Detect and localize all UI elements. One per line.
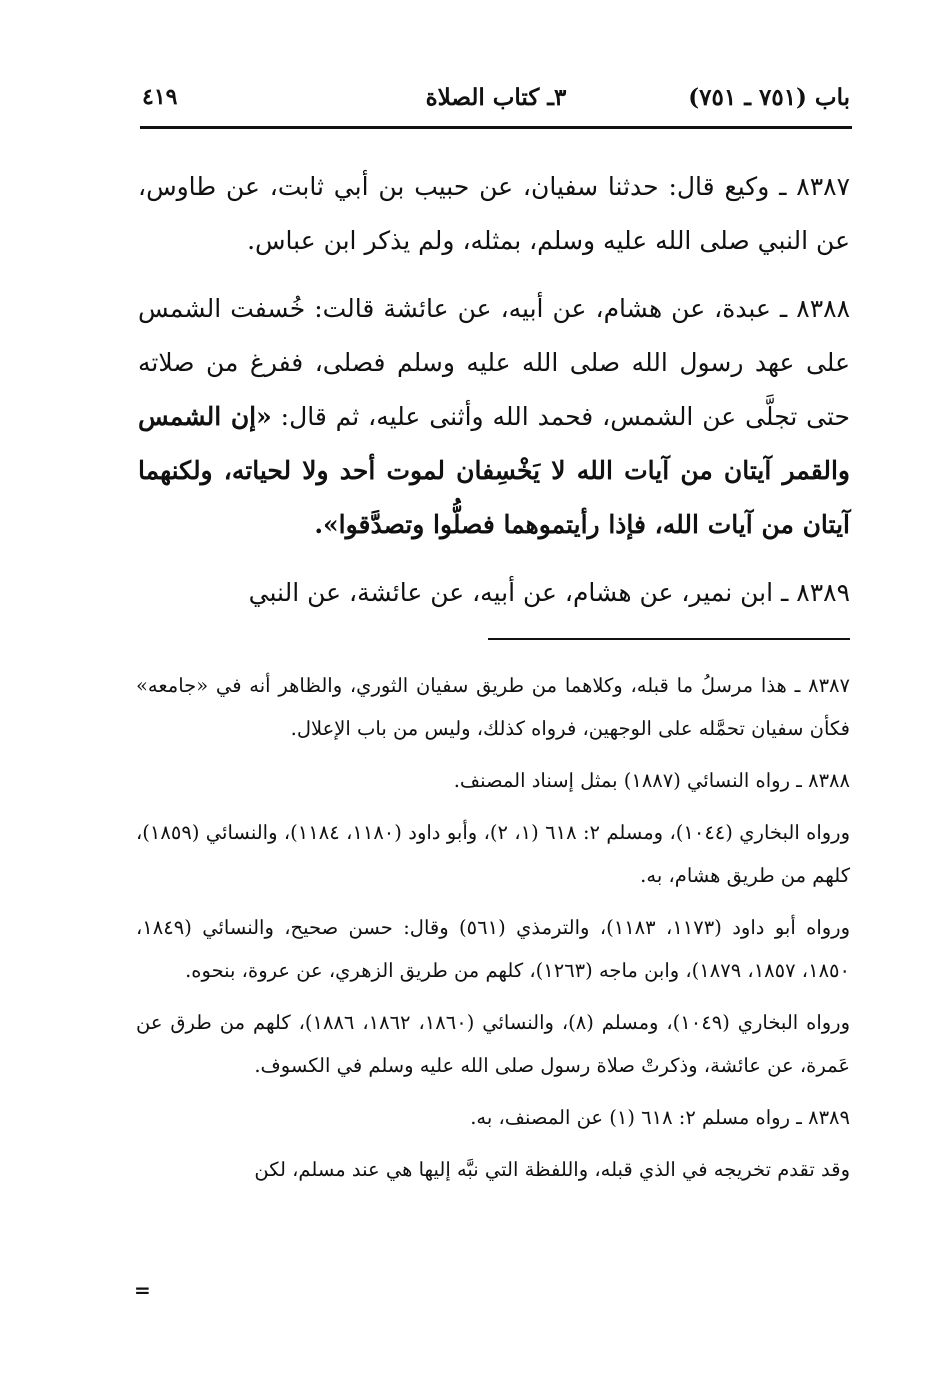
- footnote-8387: ٨٣٨٧ ـ هذا مرسلُ ما قبله، وكلاهما من طريق سفيان الثوري، والظاهر أنه في «جامعه» فكأن سفيان تحمَّله على الوجهين، فرواه كذلك، وليس من باب الإعلال.: [136, 674, 850, 740]
- footnote-8389-continued: وقد تقدم تخريجه في الذي قبله، واللفظة التي نبَّه إليها هي عند مسلم، لكن: [254, 1158, 850, 1181]
- chapter-range: باب (٧٥١ ـ ٧٥١): [688, 84, 850, 111]
- footnotes: [136, 664, 850, 1200]
- footnote-8388-bukhari: ورواه البخاري (١٠٤٤)، ومسلم ٢: ٦١٨ (١، ٢)، وأبو داود (١١٨٠، ١١٨٤)، والنسائي (١٨٥٩)، كلهم من طريق هشام، به.: [136, 821, 851, 887]
- hadith-8388-matn: «إن الشمس والقمر آيتان من آيات الله لا يَخْسِفان لموت أحد ولا لحياته، ولكنهما آيتان من آيات الله، فإذا رأيتموهما فصلُّوا وتصدَّقوا».: [138, 402, 850, 539]
- header-rule: [140, 126, 852, 129]
- page-number: ٤١٩: [142, 84, 178, 110]
- page-header: [142, 84, 850, 120]
- hadith-8387: [138, 160, 850, 268]
- book-title: ٣ـ كتاب الصلاة: [425, 84, 567, 111]
- footnote-8388: ٨٣٨٨ ـ رواه النسائي (١٨٨٧) بمثل إسناد المصنف.: [453, 769, 850, 792]
- hadith-8387-text: ٨٣٨٧ ـ وكيع قال: حدثنا سفيان، عن حبيب بن أبي ثابت، عن طاوس، عن النبي صلى الله عليه وسلم، بمثله، ولم يذكر ابن عباس.: [138, 172, 850, 255]
- footnote-8388-amra: ورواه البخاري (١٠٤٩)، ومسلم (٨)، والنسائي (١٨٦٠، ١٨٦٢، ١٨٨٦)، كلهم من طرق عن عَمرة، عن عائشة، وذكرتْ صلاة رسول صلى الله عليه وسلم في الكسوف.: [136, 1011, 850, 1077]
- hadith-8388-isnad: ٨٣٨٨ ـ عبدة، عن هشام، عن أبيه، عن عائشة قالت: خُسفت الشمس على عهد رسول الله صلى الله عليه وسلم فصلى، ففرغ من صلاته حتى تجلَّى عن الشمس، فحمد الله وأثنى عليه، ثم قال:: [138, 294, 851, 431]
- hadith-8388: [138, 282, 850, 552]
- hadith-8389: [138, 566, 850, 620]
- continuation-mark: =: [134, 1278, 151, 1302]
- footnote-separator: [488, 638, 850, 640]
- main-text: [138, 160, 850, 634]
- hadith-8389-text: ٨٣٨٩ ـ ابن نمير، عن هشام، عن أبيه، عن عائشة، عن النبي: [248, 578, 850, 607]
- footnote-8388-abudawud: ورواه أبو داود (١١٧٣، ١١٨٣)، والترمذي (٥٦١) وقال: حسن صحيح، والنسائي (١٨٤٩، ١٨٥٠، ١٨٥٧، ١٨٧٩)، وابن ماجه (١٢٦٣)، كلهم من طريق الزهري، عن عروة، بنحوه.: [136, 916, 851, 982]
- footnote-8389: ٨٣٨٩ ـ رواه مسلم ٢: ٦١٨ (١) عن المصنف، به.: [470, 1106, 850, 1129]
